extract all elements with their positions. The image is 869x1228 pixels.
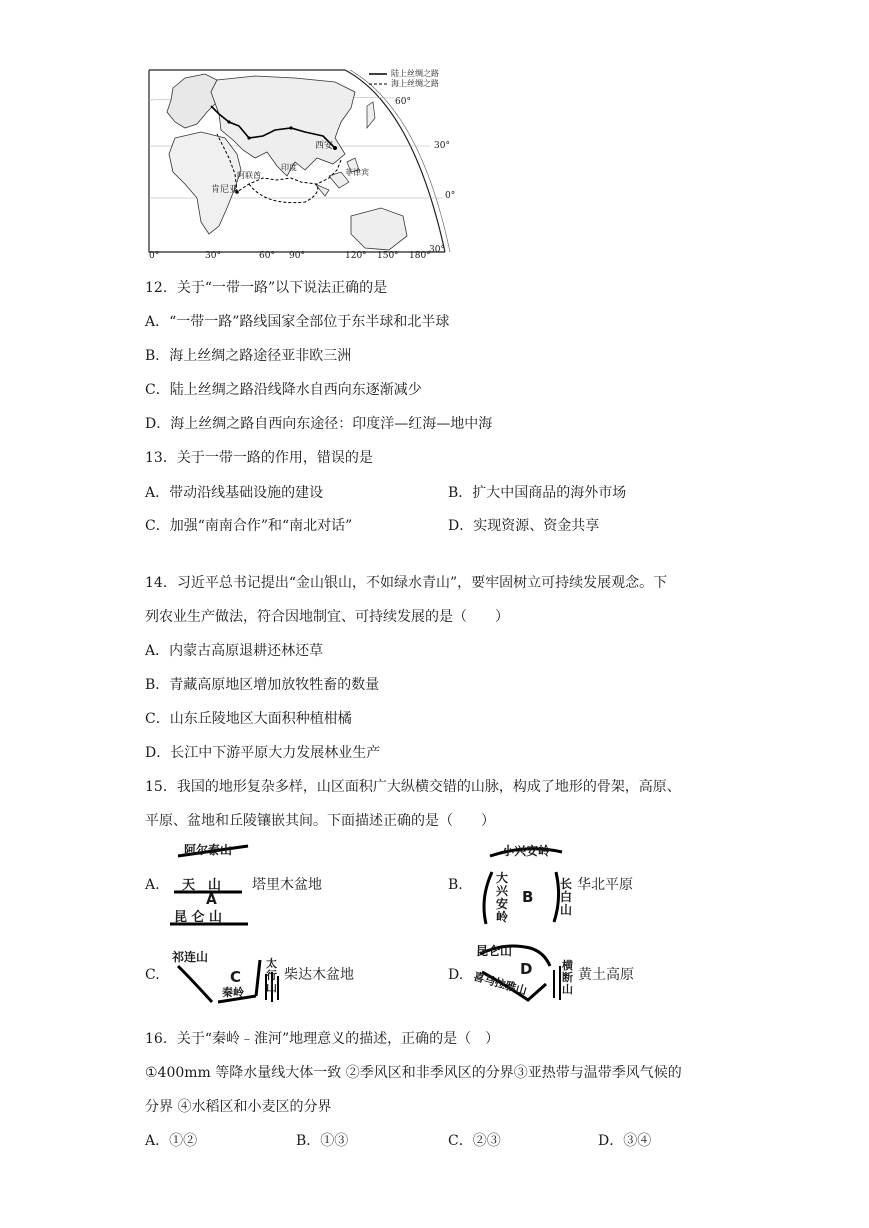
q14-option-a[interactable]: A．内蒙古高原退耕还林还草 [145, 643, 324, 659]
q15-option-c-letter[interactable]: C. [145, 967, 160, 983]
q15-a-mountain-altai: 阿尔泰山 [184, 843, 233, 857]
q13-option-c[interactable]: C．加强“南南合作”和“南北对话” [145, 518, 353, 534]
q15-stem-line2: 平原、盆地和丘陵镶嵌其间。下面描述正确的是（ ） [145, 813, 495, 829]
q15-c-center-label: C [230, 968, 242, 986]
q15-d-center-label: D [520, 960, 533, 978]
longitude-axis [145, 251, 457, 263]
q15-option-b-caption: 华北平原 [577, 877, 633, 893]
longitude-label: 90° [289, 251, 305, 261]
q14-option-b[interactable]: B．青藏高原地区增加放牧牲畜的数量 [145, 677, 380, 693]
q15-option-c-figure[interactable] [170, 944, 282, 1006]
q13-option-a[interactable]: A．带动沿线基础设施的建设 [145, 485, 324, 501]
q12-option-c[interactable]: C．陆上丝绸之路沿线降水自西向东逐渐减少 [145, 382, 422, 398]
longitude-label: 30° [205, 251, 221, 261]
q16-statements-line2: 分界 ④水稻区和小麦区的分界 [145, 1099, 332, 1115]
q14-stem-line2: 列农业生产做法，符合因地制宜、可持续发展的是（ ） [145, 609, 509, 625]
q13-option-b[interactable]: B．扩大中国商品的海外市场 [448, 485, 627, 501]
q15-a-mountain-kunlun: 昆 仑 山 [174, 910, 223, 925]
city-kenya-label: 肯尼亚 [211, 185, 239, 195]
legend-land-label: 陆上丝绸之路 [391, 69, 439, 78]
latitude-60-label: 60° [395, 97, 411, 107]
q15-b-mountain-daxinganling: 大兴安岭 [496, 871, 509, 924]
q12-option-d[interactable]: D．海上丝绸之路自西向东途径：印度洋—红海—地中海 [145, 416, 493, 432]
q15-c-mountain-qinling: 秦岭 [222, 986, 244, 999]
silk-road-map-svg [145, 66, 457, 258]
city-philippines-label: 菲律宾 [345, 168, 369, 177]
q15-option-d-figure[interactable] [471, 940, 578, 1006]
city-arabia-label: 阿联酋 [237, 171, 261, 180]
q16-stem: 16．关于“秦岭﹣淮河”地理意义的描述，正确的是（ ） [145, 1031, 500, 1047]
latitude-minus30-label: 30° [429, 245, 445, 255]
q15-option-d-caption: 黄土高原 [578, 967, 634, 983]
q16-option-d[interactable]: D．③④ [598, 1133, 652, 1149]
q14-option-d[interactable]: D．长江中下游平原大力发展林业生产 [145, 745, 381, 761]
q16-option-a[interactable]: A．①② [145, 1133, 198, 1149]
q15-d-mountain-himalaya: 喜马拉雅山 [471, 969, 529, 998]
q15-option-c-caption: 柴达木盆地 [284, 967, 354, 983]
q15-a-center-label: A [206, 892, 217, 908]
q15-d-mountain-kunlun: 昆仑山 [476, 944, 513, 958]
q16-option-c[interactable]: C．②③ [448, 1133, 501, 1149]
longitude-label: 180° [409, 251, 431, 261]
q15-b-mountain-xiaoxinganling: 小兴安岭 [502, 844, 551, 858]
legend-sea-label: 海上丝绸之路 [391, 79, 439, 88]
q13-stem: 13．关于一带一路的作用，错误的是 [145, 450, 373, 466]
longitude-label: 120° [345, 251, 367, 261]
q16-option-b[interactable]: B．①③ [296, 1133, 349, 1149]
q15-option-a-letter[interactable]: A. [145, 877, 160, 893]
city-india-label: 印度 [281, 163, 297, 172]
q16-statements-line1: ①400mm 等降水量线大体一致 ②季风区和非季风区的分界③亚热带与温带季风气候的 [145, 1065, 682, 1081]
q14-option-c[interactable]: C．山东丘陵地区大面积种植柑橘 [145, 711, 352, 727]
q12-option-b[interactable]: B．海上丝绸之路途径亚非欧三洲 [145, 348, 352, 364]
latitude-0-label: 0° [445, 191, 456, 201]
latitude-30-label: 30° [434, 141, 450, 151]
q12-stem: 12．关于“一带一路”以下说法正确的是 [145, 280, 388, 296]
q15-b-center-label: B [522, 888, 534, 906]
longitude-label: 150° [377, 251, 399, 261]
q15-option-a-figure[interactable] [168, 840, 252, 930]
longitude-label: 0° [149, 251, 160, 261]
silk-road-map [145, 66, 457, 258]
q15-c-mountain-taihang: 太行山 [266, 957, 277, 994]
q13-option-d[interactable]: D．实现资源、资金共享 [448, 518, 600, 534]
q15-a-mountain-tianshan: 天 山 [182, 878, 222, 893]
q15-option-b-letter[interactable]: B. [448, 877, 463, 893]
q12-option-a[interactable]: A．“一带一路”路线国家全部位于东半球和北半球 [145, 314, 450, 330]
longitude-label: 60° [259, 251, 275, 261]
q14-stem-line1: 14．习近平总书记提出“金山银山，不如绿水青山”，要牢固树立可持续发展观念。下 [145, 575, 668, 591]
q15-option-b-figure[interactable] [476, 838, 576, 930]
q15-stem-line1: 15．我国的地形复杂多样，山区面积广大纵横交错的山脉，构成了地形的骨架，高原、 [145, 779, 681, 795]
q15-option-a-caption: 塔里木盆地 [252, 877, 322, 893]
q15-d-mountain-hengduan: 横断山 [562, 959, 573, 996]
q15-option-d-letter[interactable]: D. [448, 967, 464, 983]
q15-c-mountain-qilian: 祁连山 [172, 950, 209, 964]
q15-b-mountain-changbaishan: 长白山 [560, 877, 573, 917]
city-xian-label: 西安 [315, 141, 334, 151]
